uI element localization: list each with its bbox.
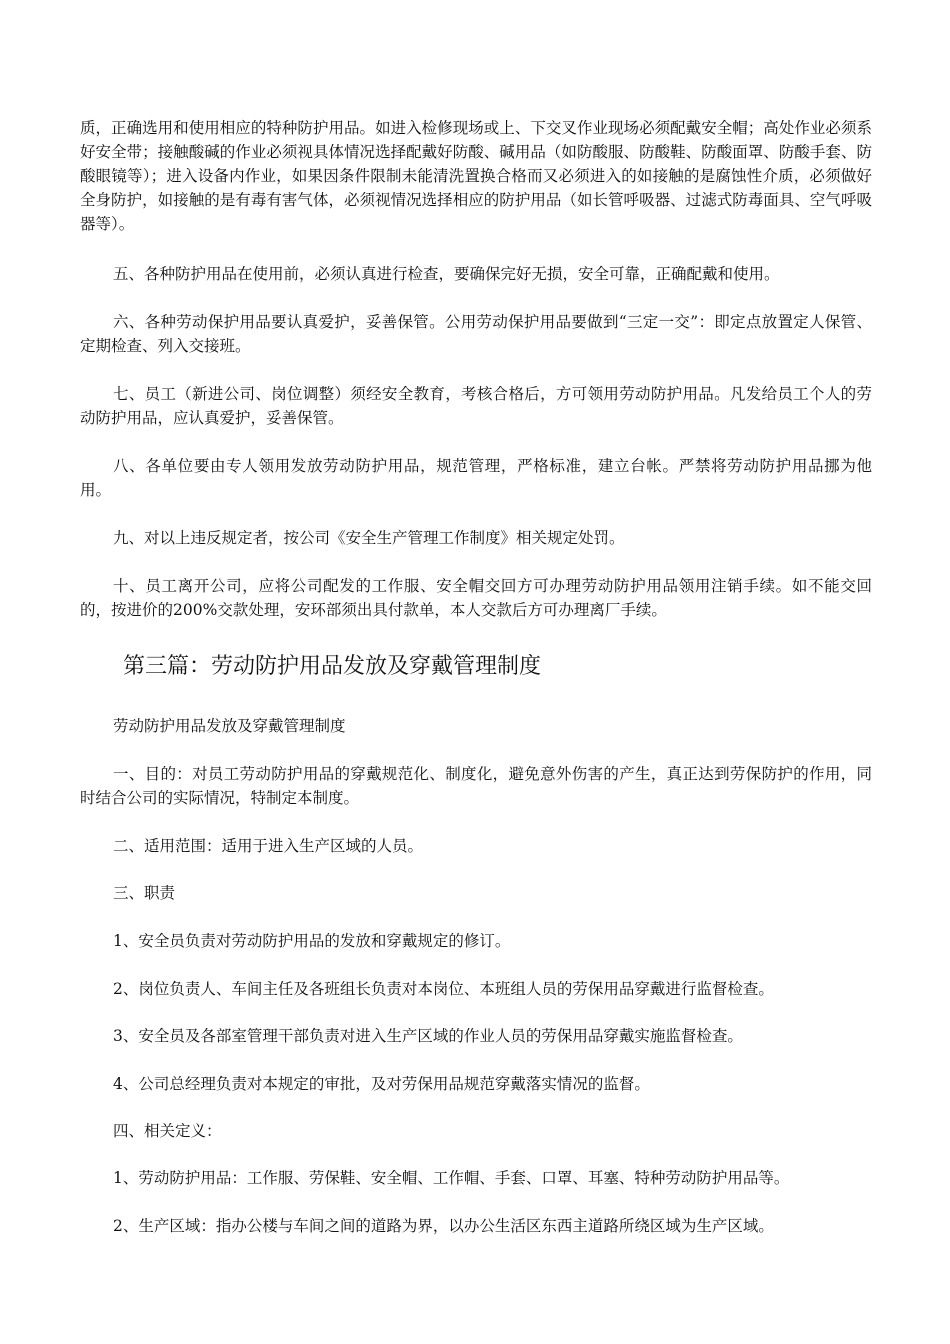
responsibility-item-1: 1、安全员负责对劳动防护用品的发放和穿戴规定的修订。 [113, 932, 511, 950]
paragraph-item-7: 七、员工（新进公司、岗位调整）须经安全教育，考核合格后，方可领用劳动防护用品。凡发给员工个人的劳动防护用品，应认真爱护，妥善保管。 [80, 385, 872, 427]
section-scope: 二、适用范围：适用于进入生产区域的人员。 [113, 837, 424, 855]
paragraph-continuation: 质，正确选用和使用相应的特种防护用品。如进入检修现场或上、下交叉作业现场必须配戴安全帽；高处作业必须系好安全带；接触酸碱的作业必须视具体情况选择配戴好防酸、碱用品（如防酸服、防酸鞋、防酸面罩、防酸手套、防酸眼镜等）；进入设备内作业，如果因条件限制未能清洗置换合格而又必须进入的如接触的是腐蚀性介质，必须做好全身防护，如接触的是有毒有害气体，必须视情况选择相应的防护用品（如长管呼吸器、过滤式防毒面具、空气呼吸器等）。 [80, 119, 872, 233]
paragraph-item-5: 五、各种防护用品在使用前，必须认真进行检查，要确保完好无损，安全可靠，正确配戴和使用。 [113, 265, 780, 283]
section-purpose: 一、目的：对员工劳动防护用品的穿戴规范化、制度化，避免意外伤害的产生，真正达到劳保防护的作用，同时结合公司的实际情况，特制定本制度。 [80, 765, 872, 807]
section-heading: 第三篇：劳动防护用品发放及穿戴管理制度 [123, 654, 542, 679]
responsibility-item-2: 2、岗位负责人、车间主任及各班组长负责对本岗位、本班组人员的劳保用品穿戴进行监督检查。 [113, 980, 774, 998]
paragraph-item-9: 九、对以上违反规定者，按公司《安全生产管理工作制度》相关规定处罚。 [113, 529, 625, 547]
section-subtitle: 劳动防护用品发放及穿戴管理制度 [113, 717, 346, 735]
responsibility-item-4: 4、公司总经理负责对本规定的审批，及对劳保用品规范穿戴落实情况的监督。 [113, 1075, 650, 1093]
definition-item-2: 2、生产区域：指办公楼与车间之间的道路为界，以办公生活区东西主道路所绕区域为生产区域。 [113, 1217, 774, 1235]
paragraph-item-10: 十、员工离开公司，应将公司配发的工作服、安全帽交回方可办理劳动防护用品领用注销手续。如不能交回的，按进价的200%交款处理，安环部须出具付款单，本人交款后方可办理离厂手续。 [80, 577, 872, 619]
section-definitions: 四、相关定义： [113, 1122, 222, 1140]
paragraph-item-8: 八、各单位要由专人领用发放劳动防护用品，规范管理，严格标准，建立台帐。严禁将劳动防护用品挪为他用。 [80, 457, 872, 499]
definition-item-1: 1、劳动防护用品：工作服、劳保鞋、安全帽、工作帽、手套、口罩、耳塞、特种劳动防护用品等。 [113, 1169, 790, 1187]
section-responsibilities: 三、职责 [113, 884, 176, 902]
paragraph-item-6: 六、各种劳动保护用品要认真爱护，妥善保管。公用劳动保护用品要做到“三定一交”：即定点放置定人保管、定期检查、列入交接班。 [80, 313, 872, 355]
responsibility-item-3: 3、安全员及各部室管理干部负责对进入生产区域的作业人员的劳保用品穿戴实施监督检查。 [113, 1027, 743, 1045]
